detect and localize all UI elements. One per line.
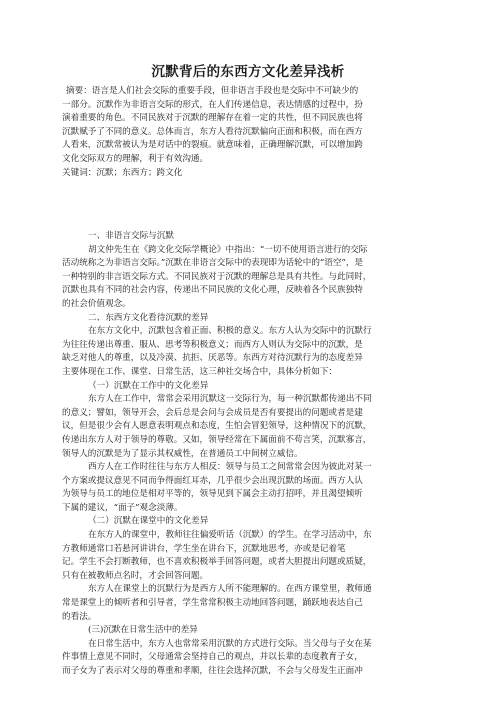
body-line: 领导人的沉默是为了显示其权威性，在普通员工中间树立威信。 xyxy=(62,448,303,459)
body-line: 为领导与员工的地位是相对平等的，领导见到下属会主动打招呼，并且渴望倾听 xyxy=(62,489,363,500)
body-line: 只有在被教师点名时，才会回答问题。 xyxy=(62,570,209,581)
body-line: 胡文仲先生在《跨文化交际学概论》中指出：“一切不使用语言进行的交际 xyxy=(88,244,368,255)
page-title: 沉默背后的东西方文化差异浅析 xyxy=(151,64,345,80)
body-line: 缺乏对他人的尊重，以及冷漠、抗拒、厌恶等。东西方对待沉默行为的态度差异 xyxy=(62,353,363,364)
body-line: 在东方人的课堂中，教师往往偏爱听话（沉默）的学生。在学习活动中，东 xyxy=(88,530,372,541)
body-line: 在日常生活中，东方人也常常采用沉默的方式进行交际。当父母与子女在某 xyxy=(88,638,372,649)
abstract-line: 人看来，沉默常被认为是对话中的裂痕。就意味着，正确理解沉默，可以增加跨 xyxy=(62,140,363,151)
body-line: 议，但是很少会有人愿意表明观点和态度，生怕会冒犯领导，这种情况下的沉默， xyxy=(62,421,372,432)
body-line: 而子女为了表示对父母的尊重和孝顺，往往会选择沉默，不会与父母发生正面冲 xyxy=(62,666,363,676)
abstract-line: 文化交际双方的理解，利于有效沟通。 xyxy=(62,153,209,164)
body-line: 一、非语言交际与沉默 xyxy=(88,231,174,241)
abstract-line: 一部分。沉默作为非语言交际的形式，在人们传递信息，表达情感的过程中，扮 xyxy=(62,99,363,110)
body-line: 记。学生不会打断教师，也不喜欢积极举手回答问题，或者大胆提出问题或质疑， xyxy=(62,557,372,568)
body-line: 东方人在课堂上的沉默行为是西方人所不能理解的。在西方课堂里，教师通 xyxy=(88,584,372,595)
body-line: 方教师通常口若悬河讲讲台，学生坐在讲台下，沉默地思考，亦或是记着笔 xyxy=(62,543,346,554)
abstract-line: 摘要：语言是人们社会交际的重要手段，但非语言手段也是交际中不可缺少的 xyxy=(66,86,359,96)
body-line: 活动统称之为非语言交际。”沉默在非语言交际中的表现即为话轮中的“语空”，是 xyxy=(62,258,364,269)
body-line: 个方案或提议意见不同而争得面红耳赤，几乎很少会出现沉默的场面。西方人认 xyxy=(62,475,363,486)
body-line: 二、东西方文化看待沉默的差异 xyxy=(88,312,209,323)
body-line: 下属的建议，“面子”观念淡薄。 xyxy=(62,502,183,513)
body-line: 的社会价值观念。 xyxy=(62,298,131,309)
body-line: 在东方文化中，沉默包含着正面、积极的意义。东方人认为交际中的沉默行 xyxy=(88,326,372,337)
keywords-line: 关键词：沉默；东西方；跨文化 xyxy=(62,167,183,178)
body-line: 东方人在工作中，常常会采用沉默这一交际行为，每一种沉默都传递出不同 xyxy=(88,394,372,405)
body-line: 沉默也具有不同的社会内容，传递出不同民族的文化心理，反映着各个民族独特 xyxy=(62,285,363,296)
body-line: 主要体现在工作、课堂、日常生活，这三种社交场合中，具体分析如下： xyxy=(62,366,338,377)
body-line: 的意义；譬如，领导开会，会后总是会问与会成员是否有要提出的问题或者是建 xyxy=(62,407,363,418)
body-line: 一种特别的非言语交际方式。不同民族对于沉默的理解总是具有共性。与此同时， xyxy=(62,271,372,282)
body-line: （二）沉默在课堂中的文化差异 xyxy=(88,516,209,527)
body-line: 西方人在工作时往往与东方人相反：领导与员工之间常常会因为彼此对某一 xyxy=(88,462,372,473)
body-section xyxy=(62,230,442,679)
body-line: 的看法。 xyxy=(62,611,97,622)
abstract-line: 沉默赋予了不同的意义。总体而言，东方人看待沉默偏向正面和积极，而在西方 xyxy=(62,126,363,137)
body-line: (三)沉默在日常生活中的差异 xyxy=(88,625,198,636)
abstract-section xyxy=(62,85,442,180)
body-line: （一）沉默在工作中的文化差异 xyxy=(88,380,209,391)
body-line: 件事情上意见不同时，父母通常会坚持自己的观点，并以长辈的态度教育子女， xyxy=(62,652,363,663)
body-line: 传递出东方人对于领导的尊敬。又如，领导经常在下属面前不苟言笑，沉默寡言， xyxy=(62,434,372,445)
body-line: 为往往传递出尊重、服从、思考等积极意义；而西方人则认为交际中的沉默，是 xyxy=(62,339,363,350)
abstract-line: 演着重要的角色。不同民族对于沉默的理解存在着一定的共性，但不同民族也将 xyxy=(62,113,363,124)
body-line: 常是课堂上的倾听者和引导者，学生常常积极主动地回答问题，踊跃地表达自己 xyxy=(62,598,363,609)
